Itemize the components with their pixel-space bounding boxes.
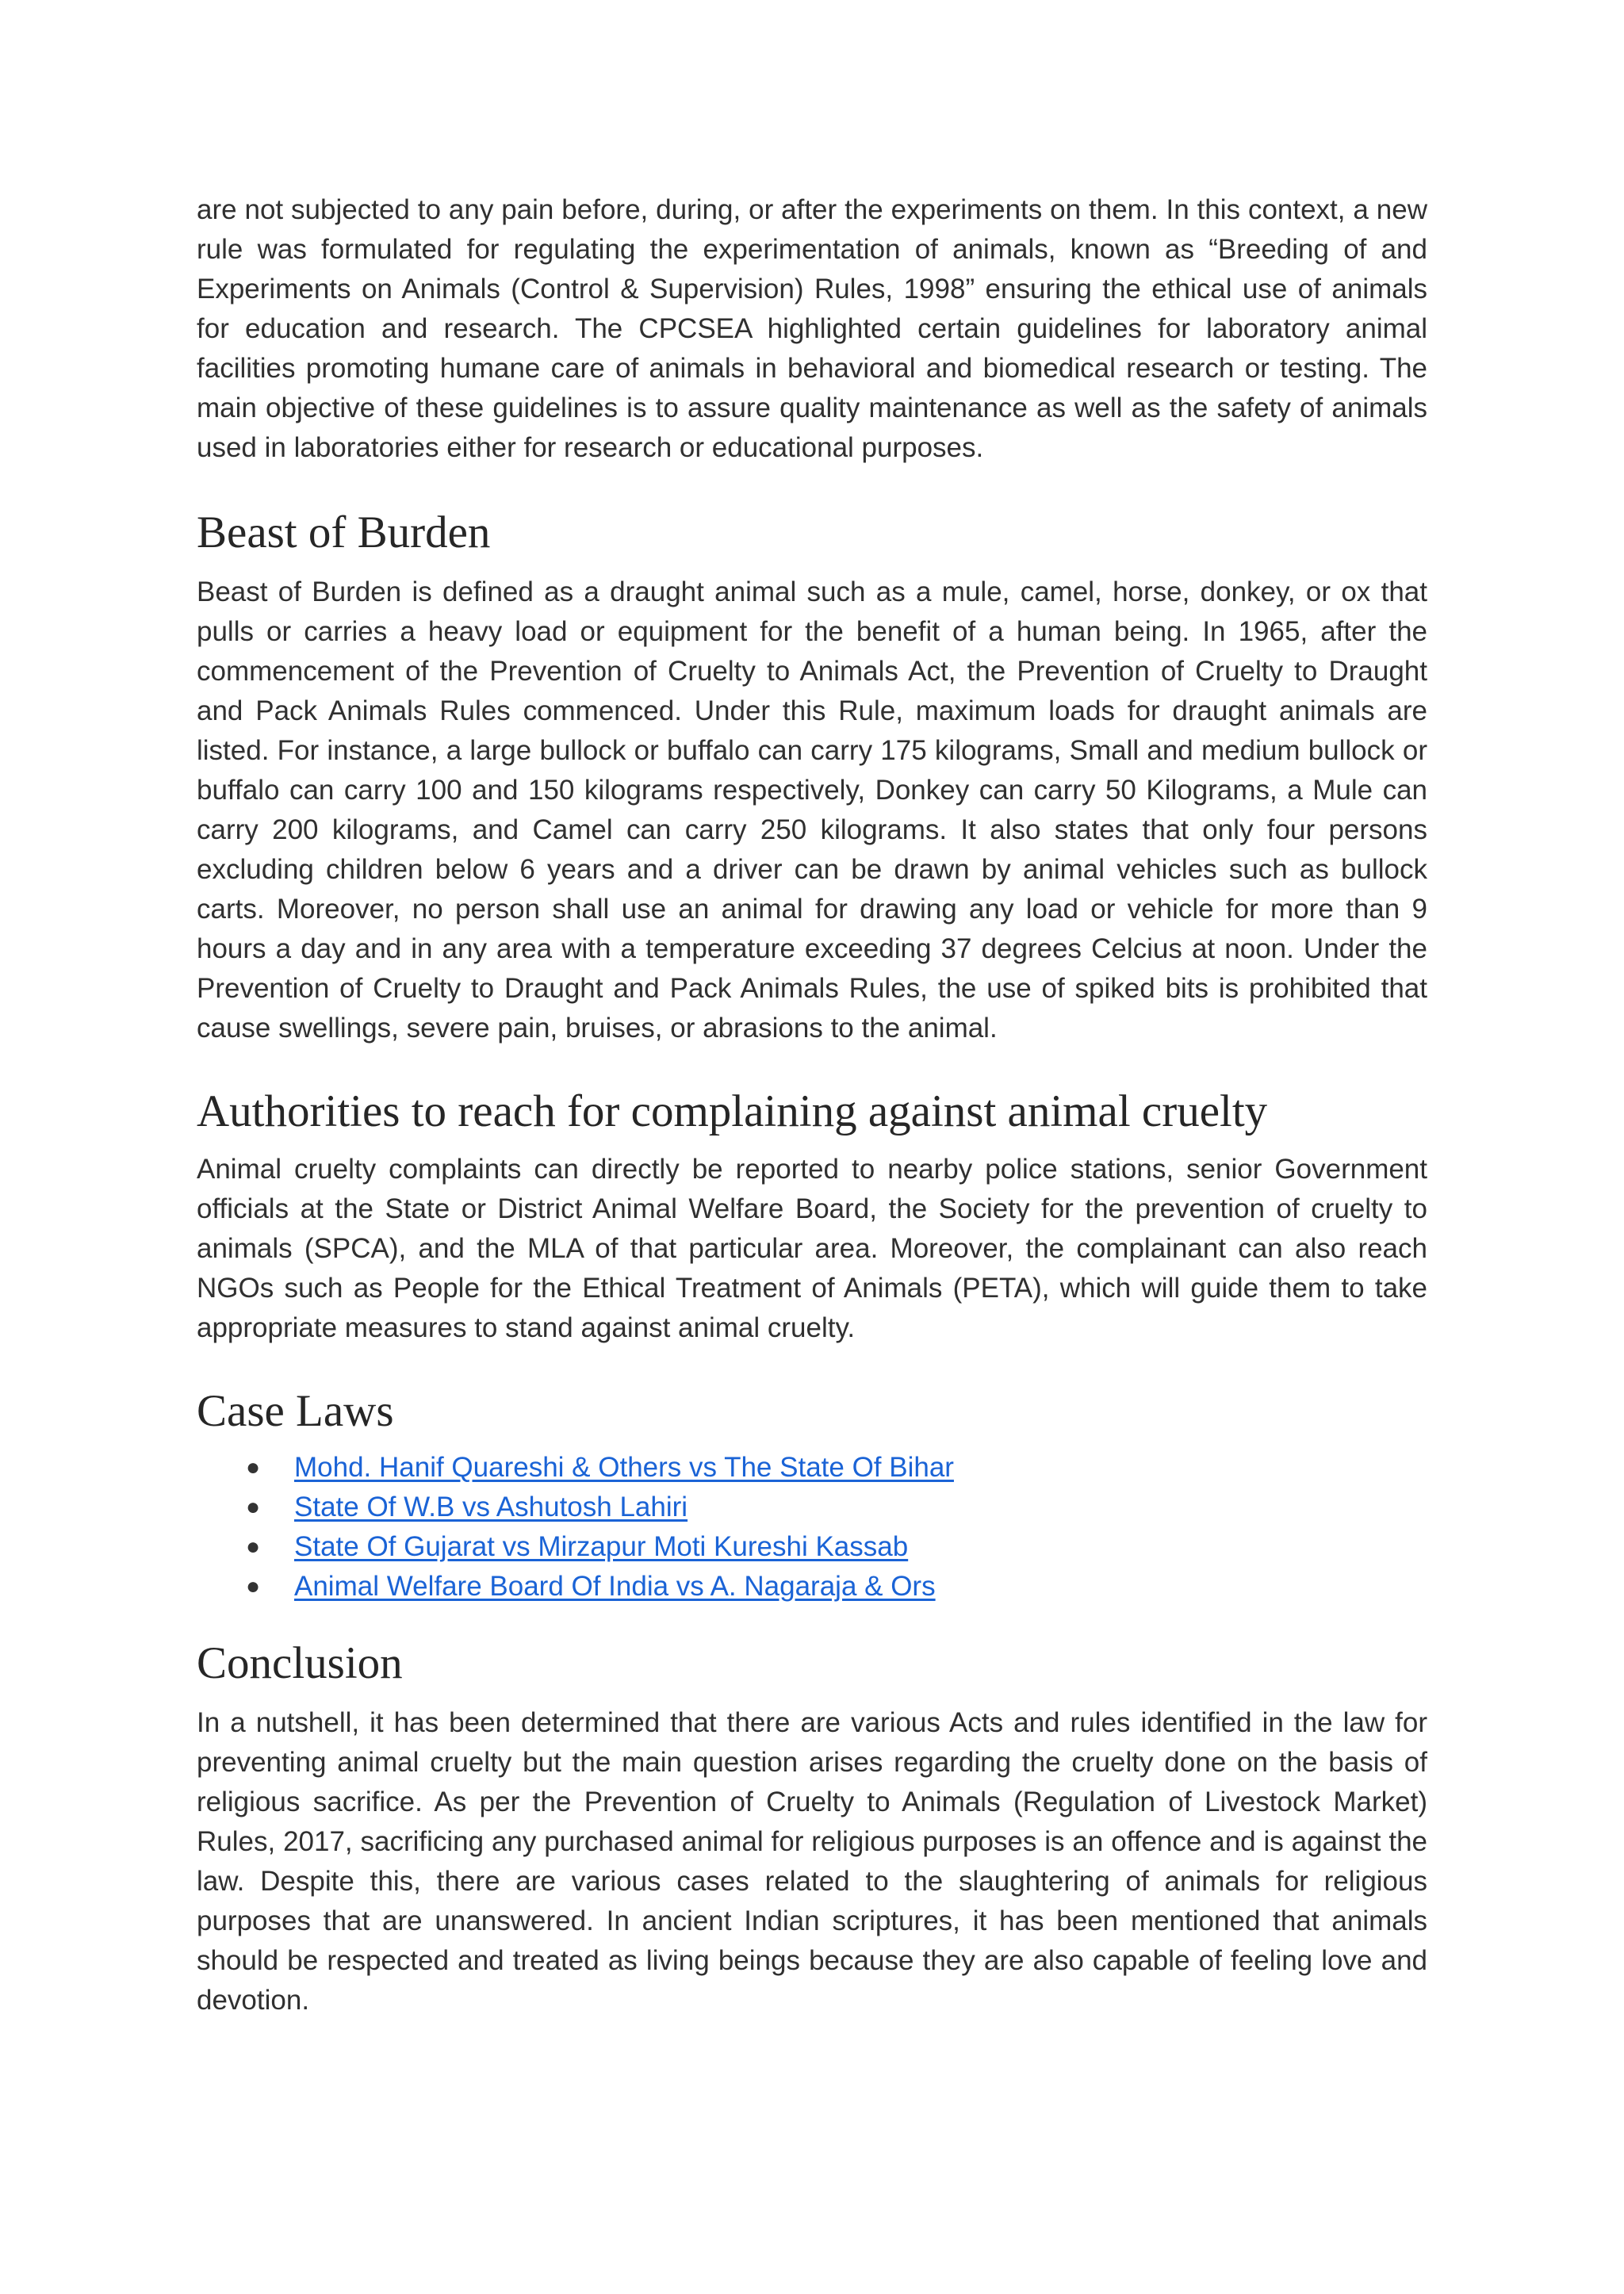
conclusion-paragraph: In a nutshell, it has been determined that there are various Acts and rules identified in the law for preventing animal cruelty but the main question arises regarding the cruelty done on the basis of religious sacrifice. As per the Prevention of Cruelty to Animals (Regulation of Livestock Market) Rules, 2017, sacrificing any purchased animal for religious purposes is an offence and is against the law. Despite this, there are various cases related to the slaughtering of animals for religious purposes that are unanswered. In ancient Indian scriptures, it has been mentioned that animals should be respected and treated as living beings because they are also capable of feeling love and devotion. xyxy=(197,1707,1427,2016)
intro-paragraph: are not subjected to any pain before, during, or after the experiments on them. In this context, a new rule was formulated for regulating the experimentation of animals, known as “Breeding of and Experiments on Animals (Control & Supervision) Rules, 1998” ensuring the ethical use of animals for education and research. The CPCSEA highlighted certain guidelines for laboratory animal facilities promoting humane care of animals in behavioral and biomedical research or testing. The main objective of these guidelines is to assure quality maintenance as well as the safety of animals used in laboratories either for research or educational purposes. xyxy=(197,194,1427,463)
document-page xyxy=(197,190,1427,2020)
bullet-icon: ● xyxy=(246,1454,261,1480)
authorities-heading: Authorities to reach for complaining against animal cruelty xyxy=(197,1086,1268,1136)
case-law-link-awbi-nagaraja[interactable]: Animal Welfare Board Of India vs A. Nagaraja & Ors xyxy=(294,1571,936,1602)
case-laws-heading: Case Laws xyxy=(197,1386,394,1436)
case-law-link-hanif-quareshi[interactable]: Mohd. Hanif Quareshi & Others vs The State Of Bihar xyxy=(294,1452,954,1483)
bullet-icon: ● xyxy=(246,1573,261,1599)
bullet-icon: ● xyxy=(246,1494,261,1520)
conclusion-heading: Conclusion xyxy=(197,1638,403,1688)
case-law-link-mirzapur-moti-kureshi[interactable]: State Of Gujarat vs Mirzapur Moti Kureshi Kassab xyxy=(294,1531,909,1562)
case-law-item xyxy=(197,1567,1427,1607)
bullet-icon: ● xyxy=(246,1534,261,1560)
case-law-link-ashutosh-lahiri[interactable]: State Of W.B vs Ashutosh Lahiri xyxy=(294,1492,688,1522)
case-law-item xyxy=(197,1448,1427,1488)
case-law-item xyxy=(197,1488,1427,1527)
beast-of-burden-paragraph: Beast of Burden is defined as a draught animal such as a mule, camel, horse, donkey, or ox that pulls or carries a heavy load or equipment for the benefit of a human being. In 1965, after the commencement of the Prevention of Cruelty to Animals Act, the Prevention of Cruelty to Draught and Pack Animals Rules commenced. Under this Rule, maximum loads for draught animals are listed. For instance, a large bullock or buffalo can carry 175 kilograms, Small and medium bullock or buffalo can carry 100 and 150 kilograms respectively, Donkey can carry 50 Kilograms, a Mule can carry 200 kilograms, and Camel can carry 250 kilograms. It also states that only four persons excluding children below 6 years and a driver can be drawn by animal vehicles such as bullock carts. Moreover, no person shall use an animal for drawing any load or vehicle for more than 9 hours a day and in any area with a temperature exceeding 37 degrees Celcius at noon. Under the Prevention of Cruelty to Draught and Pack Animals Rules, the use of spiked bits is prohibited that cause swellings, severe pain, bruises, or abrasions to the animal. xyxy=(197,576,1427,1044)
authorities-paragraph: Animal cruelty complaints can directly be reported to nearby police stations, senior Government officials at the State or District Animal Welfare Board, the Society for the prevention of cruelty to animals (SPCA), and the MLA of that particular area. Moreover, the complainant can also reach NGOs such as People for the Ethical Treatment of Animals (PETA), which will guide them to take appropriate measures to stand against animal cruelty. xyxy=(197,1154,1427,1343)
case-laws-list xyxy=(197,1448,1427,1607)
case-law-item xyxy=(197,1527,1427,1567)
beast-of-burden-heading: Beast of Burden xyxy=(197,507,491,557)
